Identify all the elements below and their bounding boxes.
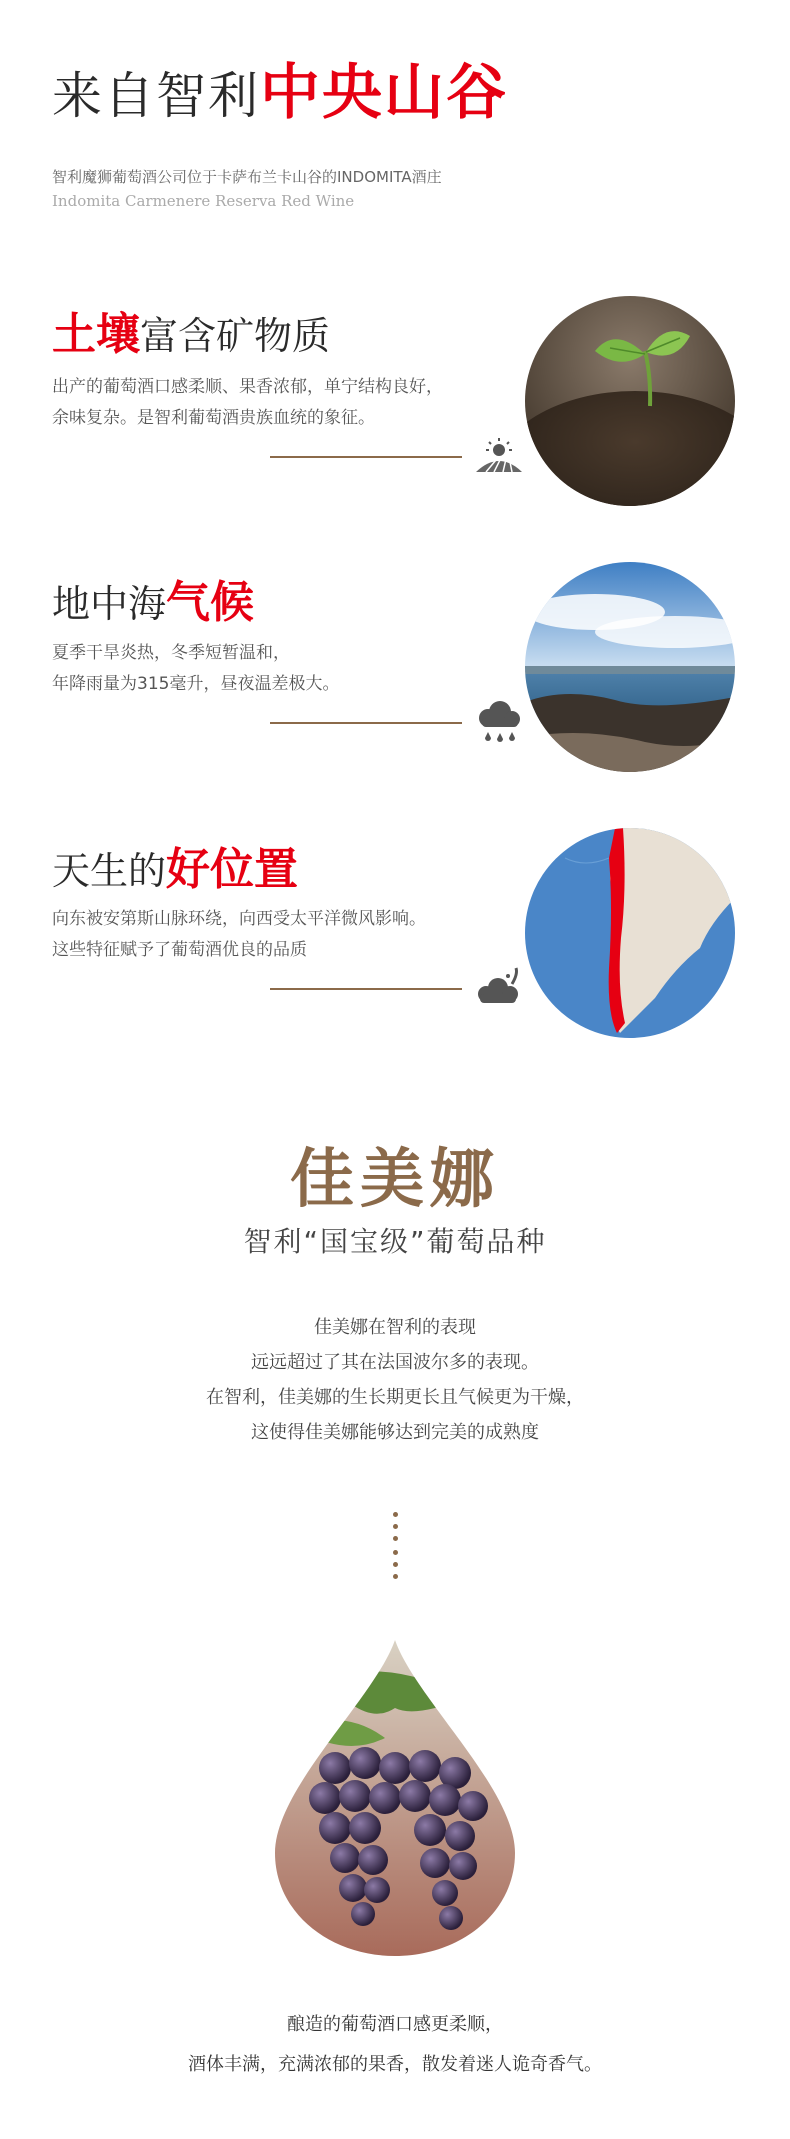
- feature-title-highlight: 气候: [166, 577, 255, 628]
- divider-line: [270, 988, 462, 990]
- divider-dot: [393, 1524, 398, 1529]
- divider-dot: [393, 1562, 398, 1567]
- sun-field-icon: [472, 436, 526, 476]
- feature-desc-climate: [52, 638, 522, 700]
- divider-line: [270, 722, 462, 724]
- wind-cloud-icon: [472, 966, 526, 1006]
- carmenere-line: 在智利，佳美娜的生长期更长且气候更为干燥，: [206, 1387, 584, 1408]
- feature-title-highlight: 好位置: [166, 844, 299, 895]
- divider-dot: [393, 1536, 398, 1541]
- carmenere-description: [0, 1310, 790, 1450]
- title-highlight: 中央山谷: [260, 58, 508, 128]
- carmenere-line: 佳美娜在智利的表现: [314, 1317, 476, 1338]
- closing-text: [0, 2005, 790, 2085]
- soil-sprout-photo: [525, 296, 735, 506]
- feature-desc-location: [52, 904, 522, 966]
- feature-title-highlight: 土壤: [52, 309, 140, 360]
- carmenere-title: 佳美娜: [290, 1143, 500, 1217]
- divider-dot: [393, 1574, 398, 1579]
- rain-cloud-icon: [472, 700, 526, 740]
- carmenere-subtitle: 智利“国宝级”葡萄品种: [243, 1225, 547, 1258]
- grape-drop-image: [265, 1638, 525, 1958]
- carmenere-line: 远远超过了其在法国波尔多的表现。: [251, 1352, 539, 1373]
- coast-sea-photo: [525, 562, 735, 772]
- feature-desc-line: 这些特征赋予了葡萄酒优良的品质: [52, 940, 307, 960]
- feature-desc-line: 夏季干旱炎热，冬季短暂温和，: [52, 643, 290, 663]
- page-title: [52, 58, 508, 131]
- feature-title-climate: [52, 578, 254, 629]
- title-prefix: 来自智利: [52, 67, 260, 125]
- feature-desc-line: 余味复杂。是智利葡萄酒贵族血统的象征。: [52, 408, 375, 428]
- divider-line: [270, 456, 462, 458]
- feature-title-soil: [52, 310, 330, 361]
- feature-title-location: [52, 845, 298, 896]
- closing-line: 酿造的葡萄酒口感更柔顺，: [287, 2014, 503, 2035]
- feature-desc-line: 出产的葡萄酒口感柔顺、果香浓郁，单宁结构良好，: [52, 377, 443, 397]
- chile-map-photo: [525, 828, 735, 1038]
- intro-text-en: Indomita Carmenere Reserva Red Wine: [52, 192, 355, 210]
- feature-desc-soil: [52, 372, 522, 434]
- divider-dot: [393, 1512, 398, 1517]
- feature-desc-line: 向东被安第斯山脉环绕，向西受太平洋微风影响。: [52, 909, 426, 929]
- closing-line: 酒体丰满，充满浓郁的果香，散发着迷人诡奇香气。: [188, 2054, 602, 2075]
- feature-title-rest: 富含矿物质: [140, 314, 331, 358]
- feature-desc-line: 年降雨量为315毫升，昼夜温差极大。: [52, 674, 340, 694]
- feature-title-rest: 天生的: [52, 849, 167, 893]
- feature-title-rest: 地中海: [52, 582, 167, 626]
- intro-text-cn: 智利魔狮葡萄酒公司位于卡萨布兰卡山谷的INDOMITA酒庄: [52, 168, 442, 186]
- divider-dot: [393, 1550, 398, 1555]
- carmenere-line: 这使得佳美娜能够达到完美的成熟度: [251, 1422, 539, 1443]
